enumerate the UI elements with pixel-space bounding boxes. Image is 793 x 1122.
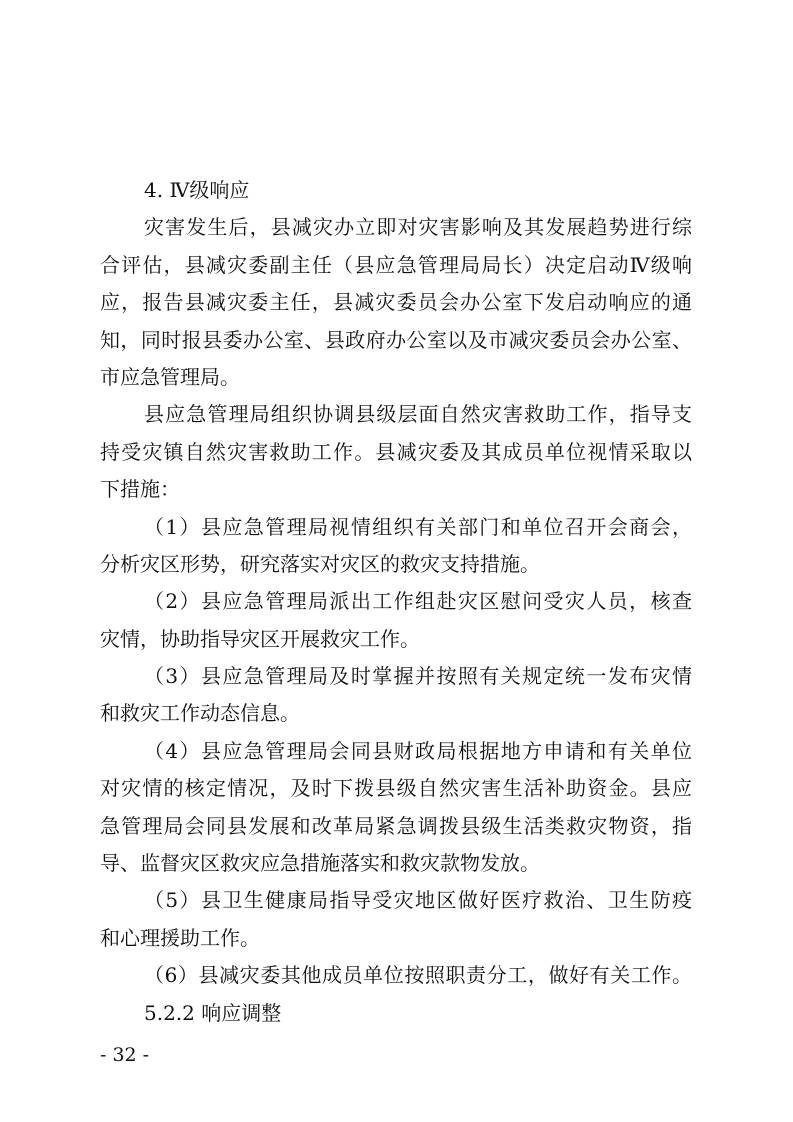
section-heading-5-2-2: 5.2.2 响应调整 (144, 1000, 282, 1025)
section-heading-level4-response: 4. Ⅳ级响应 (144, 178, 250, 202)
paragraph-line: 对灾情的核定情况，及时下拨县级自然灾害生活补助资金。县应 (100, 776, 692, 801)
paragraph-line: 合评估，县减灾委副主任（县应急管理局局长）决定启动Ⅳ级响 (100, 252, 692, 277)
list-item-5: （5）县卫生健康局指导受灾地区做好医疗救治、卫生防疫 (144, 888, 692, 913)
paragraph-line: 市应急管理局。 (100, 364, 240, 389)
list-item-2: （2）县应急管理局派出工作组赴灾区慰问受灾人员，核查 (144, 589, 692, 614)
list-item-4: （4）县应急管理局会同县财政局根据地方申请和有关单位 (144, 738, 692, 763)
paragraph-line: 应，报告县减灾委主任，县减灾委员会办公室下发启动响应的通 (100, 290, 692, 315)
paragraph-line: 和心理援助工作。 (100, 925, 260, 950)
paragraph-line: 县应急管理局组织协调县级层面自然灾害救助工作，指导支 (144, 402, 692, 427)
body-text (100, 172, 692, 1032)
paragraph-line: 灾情，协助指导灾区开展救灾工作。 (100, 626, 420, 651)
paragraph-line: 和救灾工作动态信息。 (100, 701, 300, 726)
paragraph-line: 持受灾镇自然灾害救助工作。县减灾委及其成员单位视情采取以 (100, 439, 692, 464)
paragraph-line: 导、监督灾区救灾应急措施落实和救灾款物发放。 (100, 851, 540, 876)
paragraph-line: 知，同时报县委办公室、县政府办公室以及市减灾委员会办公室、 (100, 327, 692, 352)
paragraph-line: 灾害发生后，县减灾办立即对灾害影响及其发展趋势进行综 (144, 215, 692, 240)
list-item-3: （3）县应急管理局及时掌握并按照有关规定统一发布灾情 (144, 664, 692, 689)
paragraph-line: 急管理局会同县发展和改革局紧急调拨县级生活类救灾物资，指 (100, 813, 692, 838)
paragraph-line: 下措施： (100, 477, 180, 502)
page-number: - 32 - (100, 1044, 150, 1066)
list-item-6: （6）县减灾委其他成员单位按照职责分工，做好有关工作。 (144, 963, 692, 988)
paragraph-line: 分析灾区形势，研究落实对灾区的救灾支持措施。 (100, 551, 540, 576)
list-item-1: （1）县应急管理局视情组织有关部门和单位召开会商会， (144, 514, 692, 539)
